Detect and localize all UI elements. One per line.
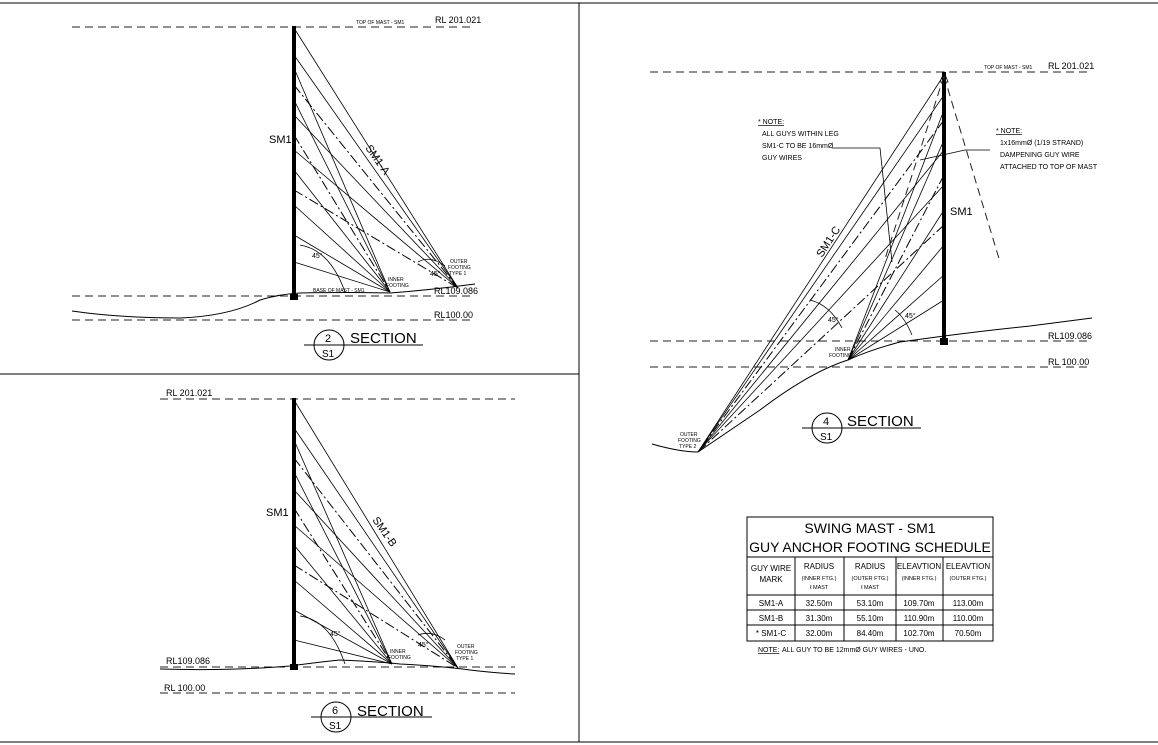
angle-label: 45°	[828, 317, 839, 324]
svg-text:* SM1-C: * SM1-C	[755, 629, 787, 638]
outer-footing-label: TYPE 1	[449, 271, 467, 277]
ground-rl: RL109.086	[166, 656, 211, 666]
datum-rl: RL 100.00	[1048, 357, 1090, 367]
svg-text:SM1-A: SM1-A	[758, 599, 784, 608]
schedule-note: ALL GUY TO BE 12mmØ GUY WIRES - UNO.	[782, 647, 927, 654]
guy-wires	[294, 400, 458, 668]
note-line: ALL GUYS WITHIN LEG	[762, 131, 839, 138]
angle-label: 45°	[418, 642, 429, 649]
mast-label: SM1	[950, 206, 973, 218]
svg-text:ELEAVTION: ELEAVTION	[945, 562, 991, 571]
svg-text:(OUTER FTG.): (OUTER FTG.)	[851, 576, 889, 582]
svg-text:MARK: MARK	[759, 575, 783, 584]
datum-rl: RL 100.00	[164, 683, 206, 693]
section-sheet: S1	[329, 721, 342, 732]
outer-footing-label: FOOTING	[678, 438, 701, 444]
outer-footing-label: TYPE 2	[679, 444, 697, 450]
schedule-title: SWING MAST - SM1	[804, 520, 936, 536]
dampening-guy-wire	[944, 76, 1000, 262]
inner-footing-label: FOOTING	[388, 655, 411, 661]
svg-text:ℓ MAST: ℓ MAST	[860, 585, 880, 591]
section-number: 2	[325, 333, 332, 345]
section-sheet: S1	[322, 349, 335, 360]
schedule-note-label: NOTE:	[758, 647, 780, 654]
guy-label: SM1-C	[814, 224, 844, 260]
svg-text:70.50m: 70.50m	[954, 629, 982, 638]
svg-text:SM1-B: SM1-B	[758, 614, 784, 623]
schedule-header	[751, 562, 991, 591]
panel-frames	[0, 3, 1158, 742]
svg-text:84.40m: 84.40m	[856, 629, 884, 638]
ground-rl: RL109.086	[434, 286, 479, 296]
note-line: ATTACHED TO TOP OF MAST	[1000, 164, 1098, 171]
svg-text:GUY WIRE: GUY WIRE	[750, 564, 792, 573]
inner-footing-label: INNER	[835, 347, 851, 353]
outer-footing-label: FOOTING	[455, 650, 478, 656]
section-2-drawing	[72, 26, 475, 320]
section-number: 6	[332, 705, 339, 717]
svg-text:110.90m: 110.90m	[903, 614, 935, 623]
note-line: DAMPENING GUY WIRE	[1000, 152, 1080, 159]
svg-text:32.00m: 32.00m	[805, 629, 833, 638]
section-title: SECTION	[350, 330, 417, 347]
section-title: SECTION	[847, 413, 914, 430]
inner-footing-label: INNER	[388, 277, 404, 283]
angle-label: 45°	[330, 631, 341, 638]
ground-profile	[652, 318, 1092, 452]
svg-text:(INNER FTG.): (INNER FTG.)	[801, 576, 837, 582]
svg-text:53.10m: 53.10m	[856, 599, 884, 608]
note-line: SM1-C TO BE 16mmØ	[762, 143, 834, 150]
top-rl: RL 201.021	[435, 15, 482, 25]
footing-schedule-table	[747, 517, 993, 641]
svg-text:RADIUS: RADIUS	[803, 562, 835, 571]
svg-text:113.00m: 113.00m	[952, 599, 984, 608]
section-2-title	[304, 330, 423, 360]
guy-label: SM1-B	[369, 514, 399, 550]
outer-footing-label: FOOTING	[448, 265, 471, 271]
ground-profile	[72, 284, 475, 318]
section-4-title	[802, 413, 921, 443]
guy-label: SM1-A	[362, 142, 392, 178]
section-4-drawing	[650, 72, 1092, 452]
svg-text:(INNER FTG.): (INNER FTG.)	[901, 576, 937, 582]
svg-text:ELEAVTION: ELEAVTION	[896, 562, 942, 571]
note-line: GUY WIRES	[762, 155, 802, 162]
note-heading: * NOTE:	[758, 119, 785, 126]
mast-label: SM1	[266, 507, 289, 519]
svg-text:(OUTER FTG.): (OUTER FTG.)	[949, 576, 987, 582]
top-rl: RL 201.021	[166, 388, 213, 398]
inner-footing-label: FOOTING	[386, 283, 409, 289]
base-note: BASE OF MAST - SM1	[313, 288, 365, 294]
inner-footing-label: INNER	[390, 649, 406, 655]
datum-rl: RL100.00	[434, 310, 474, 320]
outer-footing-label: OUTER	[457, 644, 475, 650]
svg-text:109.70m: 109.70m	[903, 599, 935, 608]
svg-text:RADIUS: RADIUS	[854, 562, 886, 571]
outer-footing-label: TYPE 1	[456, 656, 474, 662]
note-line: 1x16mmØ (1/19 STRAND)	[1000, 140, 1084, 147]
top-note: TOP OF MAST - SM1	[356, 20, 405, 26]
svg-text:110.00m: 110.00m	[952, 614, 984, 623]
section-number: 4	[823, 416, 830, 428]
schedule-subtitle: GUY ANCHOR FOOTING SCHEDULE	[749, 539, 991, 555]
section-6-title	[311, 702, 432, 732]
table-row	[759, 614, 984, 623]
svg-text:ℓ MAST: ℓ MAST	[809, 585, 829, 591]
outer-footing-label: OUTER	[680, 432, 698, 438]
angle-label: 45°	[905, 313, 916, 320]
top-note: TOP OF MAST - SM1	[984, 65, 1033, 71]
mast-label: SM1	[269, 134, 292, 146]
inner-footing-label: FOOTING	[829, 353, 852, 359]
angle-label: 45°	[312, 253, 323, 260]
svg-text:102.70m: 102.70m	[903, 629, 935, 638]
section-title: SECTION	[357, 703, 424, 720]
top-rl: RL 201.021	[1048, 61, 1095, 71]
svg-text:32.50m: 32.50m	[805, 599, 833, 608]
svg-text:55.10m: 55.10m	[856, 614, 884, 623]
table-row	[759, 599, 984, 608]
section-sheet: S1	[820, 432, 833, 443]
note-heading: * NOTE:	[996, 128, 1023, 135]
outer-footing-label: OUTER	[450, 259, 468, 265]
ground-rl: RL109.086	[1048, 331, 1093, 341]
svg-text:31.30m: 31.30m	[805, 614, 833, 623]
angle-label: 45°	[430, 271, 441, 278]
table-row	[756, 629, 982, 638]
